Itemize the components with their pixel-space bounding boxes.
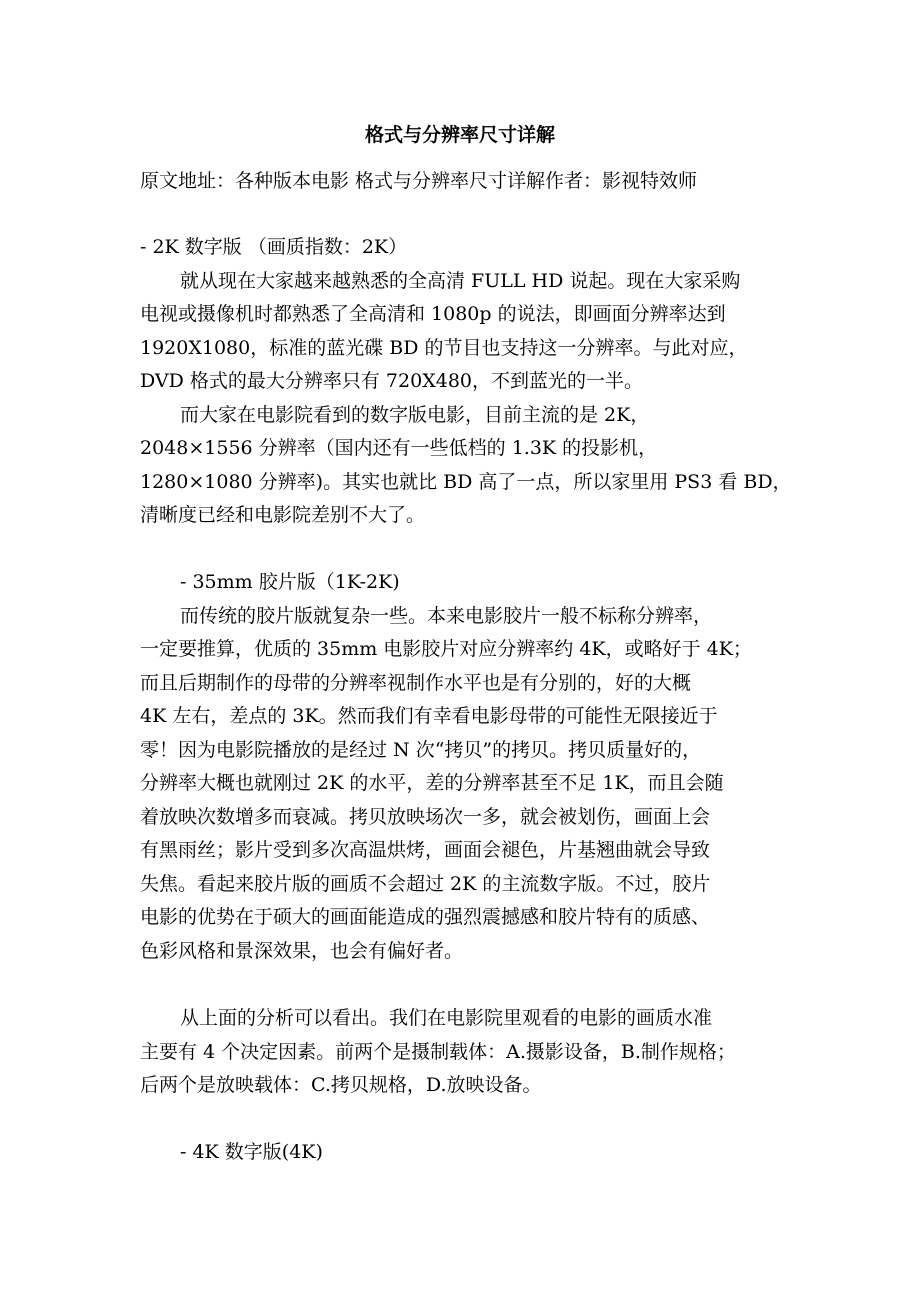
paragraph-line: 而且后期制作的母带的分辨率视制作水平也是有分别的，好的大概	[140, 672, 692, 694]
paragraph-line: 分辨率大概也就刚过 2K 的水平，差的分辨率甚至不足 1K，而且会随	[140, 772, 724, 794]
paragraph-line: 而大家在电影院看到的数字版电影，目前主流的是 2K，	[180, 404, 650, 426]
section-heading-35mm: - 35mm 胶片版（1K-2K)	[180, 571, 400, 593]
paragraph-line: 4K 左右，差点的 3K。然而我们有幸看电影母带的可能性无限接近于	[140, 705, 718, 727]
paragraph-line: 电影的优势在于硕大的画面能造成的强烈震撼感和胶片特有的质感、	[140, 906, 711, 928]
paragraph-line: 从上面的分析可以看出。我们在电影院里观看的电影的画质水准	[180, 1007, 713, 1029]
paragraph-line: 失焦。看起来胶片版的画质不会超过 2K 的主流数字版。不过，胶片	[140, 873, 711, 895]
paragraph-line: 色彩风格和景深效果，也会有偏好者。	[140, 940, 464, 962]
section-heading-2k: - 2K 数字版 （画质指数：2K）	[140, 236, 408, 258]
paragraph-line: 有黑雨丝；影片受到多次高温烘烤，画面会褪色，片基翘曲就会导致	[140, 839, 711, 861]
paragraph-line: 一定要推算，优质的 35mm 电影胶片对应分辨率约 4K，或略好于 4K；	[140, 638, 752, 660]
paragraph-line: 清晰度已经和电影院差别不大了。	[140, 504, 426, 526]
paragraph-line: 着放映次数增多而衰减。拷贝放映场次一多，就会被划伤，画面上会	[140, 806, 711, 828]
paragraph-line: DVD 格式的最大分辨率只有 720X480，不到蓝光的一半。	[140, 370, 643, 392]
paragraph-line: 1280×1080 分辨率)。其实也就比 BD 高了一点，所以家里用 PS3 看 BD，	[140, 471, 792, 493]
paragraph-line: 零！因为电影院播放的是经过 N 次“拷贝”的拷贝。拷贝质量好的，	[140, 739, 702, 761]
source-line: 原文地址：各种版本电影 格式与分辨率尺寸详解作者：影视特效师	[140, 170, 698, 192]
paragraph-line: 2048×1556 分辨率（国内还有一些低档的 1.3K 的投影机，	[140, 437, 658, 459]
paragraph-line: 电视或摄像机时都熟悉了全高清和 1080p 的说法，即画面分辨率达到	[140, 303, 726, 325]
paragraph-line: 主要有 4 个决定因素。前两个是摄制载体：A.摄影设备，B.制作规格；	[140, 1041, 736, 1063]
paragraph-line: 后两个是放映载体：C.拷贝规格，D.放映设备。	[140, 1074, 542, 1096]
paragraph-line: 就从现在大家越来越熟悉的全高清 FULL HD 说起。现在大家采购	[180, 270, 741, 292]
paragraph-line: 1920X1080，标准的蓝光碟 BD 的节目也支持这一分辨率。与此对应，	[140, 337, 748, 359]
section-heading-4k: - 4K 数字版(4K)	[180, 1141, 323, 1163]
document-title: 格式与分辨率尺寸详解	[364, 124, 555, 146]
paragraph-line: 而传统的胶片版就复杂一些。本来电影胶片一般不标称分辨率，	[180, 605, 713, 627]
